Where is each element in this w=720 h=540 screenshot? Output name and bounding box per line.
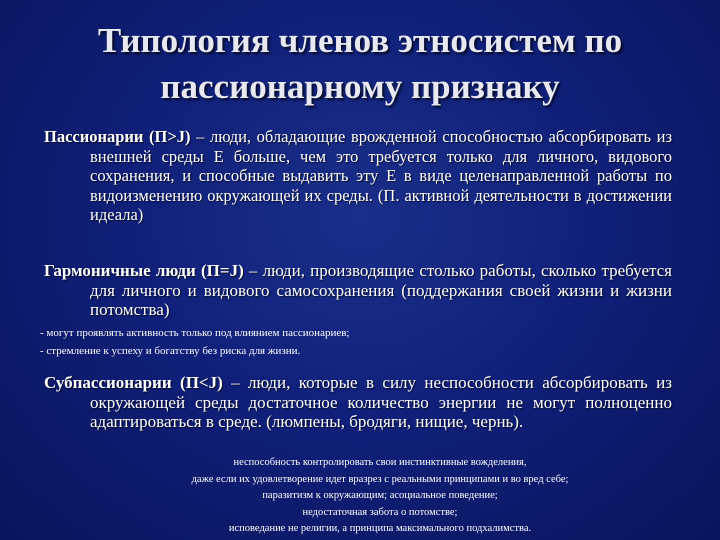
subpassionaries-term: Субпассионарии (П<J) bbox=[44, 373, 223, 392]
title-line-2: пассионарному признаку bbox=[160, 67, 560, 106]
trait-item: неспособность контролировать свои инстинктивные вожделения, bbox=[233, 457, 527, 468]
harmonious-text: – люди, производящие столько работы, сколько требуется для личного и видового самосохранения (поддержания своей жизни и жизни потомства) bbox=[90, 261, 672, 319]
subpassionaries-text: – люди, которые в силу неспособности абсорбировать из окружающей среды достаточное количество энергии не могут полноценно адаптироваться в среде. (люмпены, бродяги, нищие, чернь). bbox=[90, 373, 672, 431]
subpassionaries-definition bbox=[44, 373, 672, 432]
trait-item: недостаточная забота о потомстве; bbox=[302, 506, 458, 518]
harmonious-definition bbox=[44, 261, 672, 320]
trait-item: даже если их удовлетворение идет вразрез с реальными принципами и во вред себе; bbox=[191, 473, 569, 485]
note-item: - могут проявлять активность только под влиянием пассионариев; bbox=[40, 327, 350, 339]
harmonious-term: Гармоничные люди (П=J) bbox=[44, 261, 244, 280]
slide-title bbox=[40, 18, 680, 110]
title-line-1: Типология членов этносистем по bbox=[97, 21, 623, 60]
passionaries-text: – люди, обладающие врожденной способностью абсорбировать из внешней среды Е больше, чем это требуется только для личного, видового сохранения, и способные выдавить эту Е в виде целенаправленной работы по видоизменению окружающей их среды. (П. активной деятельности в достижении идеала) bbox=[90, 127, 672, 224]
passionaries-definition bbox=[44, 127, 672, 225]
trait-item: паразитизм к окружающим; асоциальное поведение; bbox=[262, 490, 498, 501]
passionaries-term: Пассионарии (П>J) bbox=[44, 127, 191, 146]
trait-item: исповедание не религии, а принципа максимального подхалимства. bbox=[228, 523, 532, 534]
subpassionary-traits bbox=[110, 455, 650, 538]
note-item: - стремление к успеху и богатству без риска для жизни. bbox=[40, 345, 301, 357]
harmonious-notes bbox=[40, 324, 680, 360]
